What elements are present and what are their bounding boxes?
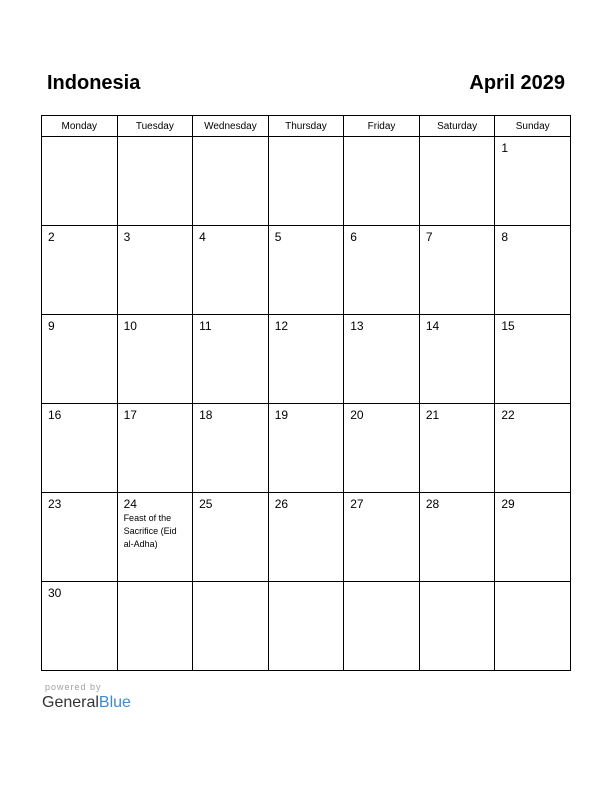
day-number: 5: [274, 230, 282, 244]
calendar-grid: [41, 115, 571, 671]
day-number: 6: [350, 230, 357, 244]
day-cell: [193, 137, 269, 226]
day-cell: [117, 404, 193, 493]
weekday-header: Monday: [42, 116, 118, 137]
logo-text-general: General: [42, 694, 99, 711]
day-cell: [344, 315, 420, 404]
day-cell: [193, 315, 269, 404]
day-number: 16: [48, 408, 62, 422]
day-number: 8: [501, 230, 509, 244]
day-cell: [42, 137, 118, 226]
day-cell: [419, 137, 495, 226]
day-cell: [344, 137, 420, 226]
day-cell: [268, 404, 344, 493]
day-cell: [344, 226, 420, 315]
powered-by-text: powered by: [45, 682, 102, 692]
weekday-header: Tuesday: [117, 116, 193, 137]
weekday-header: Sunday: [495, 116, 571, 137]
day-number: 17: [123, 408, 137, 422]
day-number: 7: [425, 230, 433, 244]
day-number: 9: [48, 319, 55, 333]
weekday-header: Wednesday: [193, 116, 269, 137]
day-cell: [495, 493, 571, 582]
day-cell: [268, 226, 344, 315]
logo-text-blue: Blue: [98, 694, 131, 711]
week-row: [42, 404, 571, 493]
day-cell: [117, 137, 193, 226]
day-cell: [495, 226, 571, 315]
generalblue-logo[interactable]: [42, 694, 131, 712]
day-number: 26: [274, 497, 289, 511]
day-number: 28: [425, 497, 440, 511]
day-cell: [117, 493, 193, 582]
day-number: 30: [48, 586, 62, 600]
week-row: [42, 315, 571, 404]
day-number: 12: [274, 319, 289, 333]
day-cell: [344, 493, 420, 582]
day-number: 19: [274, 408, 289, 422]
day-number: 24: [123, 497, 137, 511]
weekday-header-row: [42, 116, 571, 137]
weekday-header: Thursday: [268, 116, 344, 137]
day-cell: [495, 582, 571, 671]
day-cell: [193, 582, 269, 671]
day-cell: [193, 404, 269, 493]
day-number: 10: [123, 319, 137, 333]
weekday-header: Saturday: [419, 116, 495, 137]
day-number: 2: [48, 230, 55, 244]
day-number: 15: [501, 319, 515, 333]
week-row: [42, 226, 571, 315]
day-cell: [344, 404, 420, 493]
week-row: [42, 137, 571, 226]
month-year-title: April 2029: [469, 72, 565, 94]
day-cell: [117, 315, 193, 404]
day-cell: [117, 582, 193, 671]
day-number: 14: [425, 319, 440, 333]
day-cell: [268, 315, 344, 404]
holiday-label: Feast of the Sacrifice (Eid al-Adha): [123, 513, 177, 549]
day-cell: [419, 582, 495, 671]
day-number: 23: [48, 497, 62, 511]
country-title: Indonesia: [47, 72, 141, 94]
day-number: 21: [425, 408, 440, 422]
day-cell: [193, 493, 269, 582]
day-cell: [419, 226, 495, 315]
week-row: [42, 493, 571, 582]
day-cell: [42, 226, 118, 315]
day-cell: [419, 315, 495, 404]
day-cell: [42, 582, 118, 671]
day-cell: [495, 137, 571, 226]
day-number: 3: [123, 230, 131, 244]
day-cell: [42, 493, 118, 582]
day-number: 20: [350, 408, 364, 422]
day-number: 4: [199, 230, 206, 244]
day-number: 11: [199, 319, 212, 333]
day-cell: [42, 404, 118, 493]
week-row: [42, 582, 571, 671]
day-cell: [117, 226, 193, 315]
weekday-header: Friday: [344, 116, 420, 137]
day-number: 18: [199, 408, 213, 422]
day-cell: [344, 582, 420, 671]
day-cell: [268, 493, 344, 582]
day-cell: [193, 226, 269, 315]
day-cell: [268, 582, 344, 671]
day-number: 1: [501, 141, 509, 155]
day-cell: [42, 315, 118, 404]
day-number: 29: [501, 497, 515, 511]
day-cell: [495, 404, 571, 493]
day-cell: [419, 493, 495, 582]
day-cell: [268, 137, 344, 226]
day-number: 25: [199, 497, 213, 511]
day-cell: [495, 315, 571, 404]
day-number: 22: [501, 408, 515, 422]
day-cell: [419, 404, 495, 493]
day-number: 13: [350, 319, 364, 333]
day-number: 27: [350, 497, 364, 511]
